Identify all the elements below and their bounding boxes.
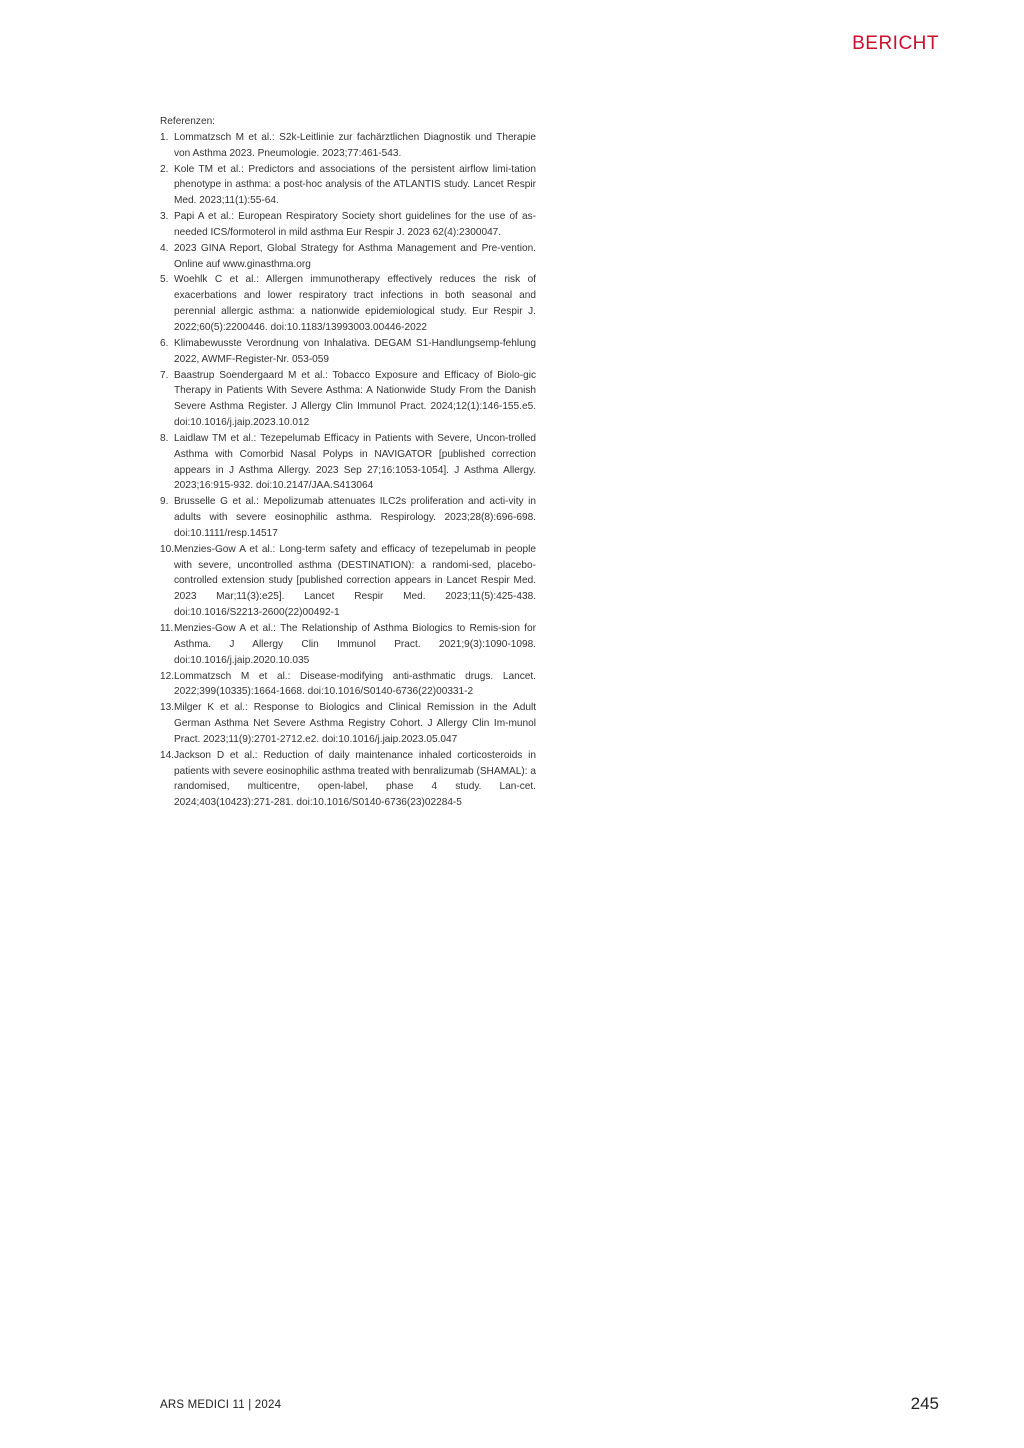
reference-number: 13. — [160, 702, 175, 714]
references-section — [160, 114, 536, 811]
journal-footer: ARS MEDICI 11 | 2024 — [160, 1399, 282, 1411]
reference-item-6 — [160, 336, 536, 368]
reference-text: Kole TM et al.: Predictors and associations of the persistent airflow limi-tation phenotype in asthma: a post-hoc analysis of the ATLANTIS study. Lancet Respir Med. 2023;11(1):55-64. — [174, 163, 536, 207]
reference-text: Woehlk C et al.: Allergen immunotherapy effectively reduces the risk of exacerbations and lower respiratory tract infections in both seasonal and perennial allergic asthma: a nationwide epidemiological study. Eur Respir J. 2022;60(5):2200446. doi:10.1183/13993003.00446-2022 — [174, 274, 536, 333]
reference-number: 12. — [160, 670, 175, 682]
reference-item-10 — [160, 542, 536, 621]
references-heading: Referenzen: — [160, 116, 215, 127]
reference-text: Menzies-Gow A et al.: The Relationship of Asthma Biologics to Remis-sion for Asthma. J Allergy Clin Immunol Pract. 2021;9(3):1090-1098. doi:10.1016/j.jaip.2020.10.035 — [174, 623, 536, 666]
reference-number: 1. — [160, 131, 169, 143]
reference-text: Laidlaw TM et al.: Tezepelumab Efficacy in Patients with Severe, Uncon-trolled Asthma with Comorbid Nasal Polyps in NAVIGATOR [published correction appears in J Asthma Allergy. 2023 Sep 27;16:1053-1054]. J Asthma Allergy. 2023;16:915-932. doi:10.2147/JAA.S413064 — [174, 432, 536, 492]
reference-item-12 — [160, 669, 536, 701]
reference-item-2 — [160, 162, 536, 210]
reference-item-1 — [160, 130, 536, 162]
reference-number: 10. — [160, 543, 175, 555]
reference-number: 11. — [160, 623, 174, 634]
reference-text: Baastrup Soendergaard M et al.: Tobacco Exposure and Efficacy of Biolo-gic Therapy in Patients With Severe Asthma: A Nationwide Study From the Danish Severe Asthma Register. J Allergy Clin Immunol Pract. 2024;12(1):146-155.e5. doi:10.1016/j.jaip.2023.10.012 — [174, 369, 536, 429]
reference-text: Brusselle G et al.: Mepolizumab attenuates ILC2s proliferation and acti-vity in adults with severe eosinophilic asthma. Respirology. 2023;28(8):696-698. doi:10.1111/resp.14517 — [174, 496, 536, 539]
reference-number: 3. — [160, 211, 169, 223]
reference-number: 7. — [160, 369, 169, 381]
reference-item-7 — [160, 368, 536, 431]
reference-item-3 — [160, 209, 536, 241]
reference-number: 4. — [160, 242, 169, 254]
reference-text: Klimabewusste Verordnung von Inhalativa. DEGAM S1-Handlungsemp-fehlung 2022, AWMF-Register-Nr. 053-059 — [174, 337, 536, 365]
reference-number: 14. — [160, 749, 175, 761]
reference-text: Lommatzsch M et al.: Disease-modifying anti-asthmatic drugs. Lancet. 2022;399(10335):1664-1668. doi:10.1016/S0140-6736(22)00331-2 — [174, 670, 536, 698]
reference-number: 9. — [160, 496, 169, 508]
reference-item-4 — [160, 241, 536, 273]
reference-item-5 — [160, 272, 536, 335]
section-label: BERICHT — [852, 33, 939, 54]
reference-item-13 — [160, 700, 536, 748]
reference-item-9 — [160, 494, 536, 542]
reference-item-8 — [160, 431, 536, 494]
reference-item-14 — [160, 748, 536, 811]
references-list — [160, 130, 536, 811]
reference-item-11 — [160, 621, 536, 669]
reference-number: 5. — [160, 274, 169, 286]
reference-number: 2. — [160, 163, 169, 175]
reference-number: 8. — [160, 432, 169, 444]
reference-number: 6. — [160, 337, 169, 349]
reference-text: Milger K et al.: Response to Biologics and Clinical Remission in the Adult German Asthma Net Severe Asthma Registry Cohort. J Allergy Clin Im-munol Pract. 2023;11(9):2701-2712.e2. doi:10.1016/j.jaip.2023.05.047 — [174, 702, 536, 745]
reference-text: Jackson D et al.: Reduction of daily maintenance inhaled corticosteroids in patients with severe eosinophilic asthma treated with benralizumab (SHAMAL): a randomised, multicentre, open-label, phase 4 study. Lan-cet. 2024;403(10423):271-281. doi:10.1016/S0140-6736(23)02284-5 — [174, 749, 536, 809]
reference-text: 2023 GINA Report, Global Strategy for Asthma Management and Pre-vention. Online auf www.ginasthma.org — [174, 242, 536, 270]
page-number: 245 — [910, 1394, 939, 1413]
reference-text: Menzies-Gow A et al.: Long-term safety and efficacy of tezepelumab in people with severe, uncontrolled asthma (DESTINATION): a randomi-sed, placebo-controlled extension study [published correction appears in Lancet Respir Med. 2023 Mar;11(3):e25]. Lancet Respir Med. 2023;11(5):425-438. doi:10.1016/S2213-2600(22)00492-1 — [174, 543, 536, 619]
reference-text: Papi A et al.: European Respiratory Society short guidelines for the use of as-needed ICS/formoterol in mild asthma Eur Respir J. 2023 62(4):2300047. — [174, 211, 536, 238]
reference-text: Lommatzsch M et al.: S2k-Leitlinie zur fachärztlichen Diagnostik und Therapie von Asthma 2023. Pneumologie. 2023;77:461-543. — [174, 131, 536, 159]
